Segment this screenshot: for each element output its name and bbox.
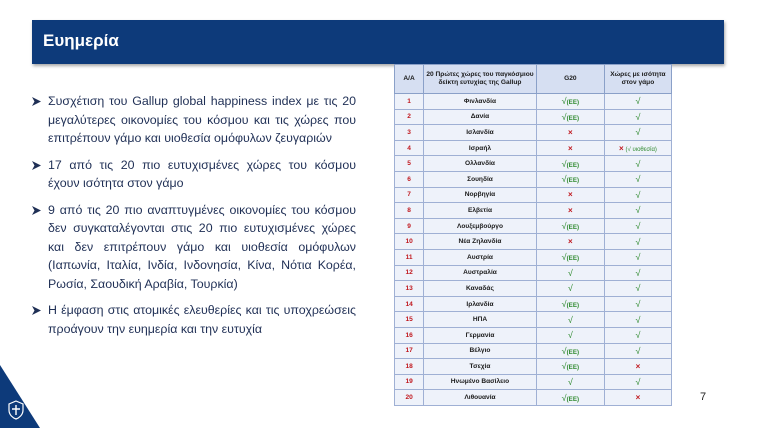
g20-cell (536, 203, 604, 219)
eu-label: (ΕΕ) (566, 224, 579, 232)
check-icon: √ (635, 314, 641, 325)
check-icon: √ (561, 158, 567, 169)
arrow-bullet-icon (32, 306, 41, 315)
row-number: 1 (395, 94, 424, 110)
check-icon: √ (561, 96, 567, 107)
eu-label: (ΕΕ) (566, 364, 579, 372)
cross-icon: × (635, 361, 641, 371)
g20-cell (536, 234, 604, 250)
arrow-bullet-icon (32, 97, 41, 106)
eu-label: (ΕΕ) (566, 348, 579, 356)
check-icon: √ (561, 345, 567, 356)
country-name: Τσεχία (424, 359, 537, 375)
g20-cell (536, 140, 604, 156)
check-icon: √ (561, 392, 567, 403)
table-row (395, 156, 672, 172)
greek-emblem-icon (7, 400, 25, 420)
g20-cell (536, 187, 604, 203)
marriage-equality-cell (604, 390, 671, 406)
check-icon: √ (635, 174, 641, 185)
arrow-bullet-icon (32, 206, 41, 215)
country-name: Ελβετία (424, 203, 537, 219)
g20-cell (536, 94, 604, 110)
bullet-item (32, 201, 356, 294)
country-name: Αυστραλία (424, 265, 537, 281)
check-icon: √ (635, 221, 641, 232)
country-name: Λιθουανία (424, 390, 537, 406)
table-row (395, 203, 672, 219)
g20-cell (536, 296, 604, 312)
check-icon: √ (635, 236, 641, 247)
table-row (395, 187, 672, 203)
row-number: 18 (395, 359, 424, 375)
title-bar (32, 20, 724, 64)
marriage-equality-cell (604, 187, 671, 203)
table-row (395, 125, 672, 141)
eu-label: (ΕΕ) (566, 255, 579, 263)
check-icon: √ (635, 189, 641, 200)
g20-cell (536, 249, 604, 265)
check-icon: √ (561, 174, 567, 185)
check-icon: √ (567, 330, 573, 341)
row-number: 16 (395, 327, 424, 343)
row-number: 15 (395, 312, 424, 328)
table-row (395, 249, 672, 265)
bullet-list (32, 92, 356, 346)
g20-cell (536, 359, 604, 375)
marriage-equality-cell (604, 249, 671, 265)
country-name: Αυστρία (424, 249, 537, 265)
eu-label: (ΕΕ) (566, 302, 579, 310)
arrow-bullet-icon (32, 161, 41, 170)
cross-icon: × (568, 143, 573, 153)
marriage-equality-cell (604, 94, 671, 110)
header-marriage-equality: Χώρες με ισότητα στον γάμο (604, 65, 671, 94)
table-row (395, 234, 672, 250)
check-icon: √ (635, 205, 641, 216)
g20-cell (536, 265, 604, 281)
country-name: Βέλγιο (424, 343, 537, 359)
row-number: 17 (395, 343, 424, 359)
eu-label: (ΕΕ) (566, 395, 579, 403)
country-name: Ηνωμένο Βασίλειο (424, 374, 537, 390)
check-icon: √ (567, 314, 573, 325)
marriage-equality-cell (604, 218, 671, 234)
bullet-text: Συσχέτιση του Gallup global happiness index με τις 20 μεγαλύτερες οικονομίες του κόσμου και τις χώρες που επιτρέπουν γάμο και υιοθεσία ομόφυλων ζευγαριών (48, 94, 356, 145)
marriage-equality-cell (604, 296, 671, 312)
row-number: 11 (395, 249, 424, 265)
bullet-item (32, 156, 356, 193)
country-name: Ιρλανδία (424, 296, 537, 312)
marriage-equality-cell (604, 327, 671, 343)
header-country: 20 Πρώτες χώρες του παγκόσμιου δείκτη ευτυχίας της Gallup (424, 65, 537, 94)
bullet-text: 17 από τις 20 πιο ευτυχισμένες χώρες του κόσμου έχουν ισότητα στον γάμο (48, 157, 356, 190)
check-icon: √ (635, 127, 641, 138)
check-icon: √ (567, 267, 573, 278)
table-row (395, 359, 672, 375)
cross-icon: × (568, 237, 573, 247)
check-icon: √ (567, 283, 573, 294)
check-icon: √ (635, 376, 641, 387)
g20-cell (536, 327, 604, 343)
check-icon: √ (561, 111, 567, 122)
marriage-equality-cell (604, 234, 671, 250)
eu-label: (ΕΕ) (566, 161, 579, 169)
check-icon: √ (561, 252, 567, 263)
marriage-equality-cell (604, 140, 671, 156)
table-row (395, 281, 672, 297)
check-icon: √ (635, 96, 641, 107)
g20-cell (536, 109, 604, 125)
check-icon: √ (635, 283, 641, 294)
marriage-equality-cell (604, 109, 671, 125)
bullet-item (32, 301, 356, 338)
cross-icon: × (568, 205, 573, 215)
table-row (395, 265, 672, 281)
country-name: Φινλανδία (424, 94, 537, 110)
row-number: 6 (395, 171, 424, 187)
country-name: Ολλανδία (424, 156, 537, 172)
bullet-item (32, 92, 356, 148)
country-name: Ισραήλ (424, 140, 537, 156)
cross-icon: × (635, 393, 641, 403)
row-number: 2 (395, 109, 424, 125)
country-name: Σουηδία (424, 171, 537, 187)
g20-cell (536, 171, 604, 187)
cross-icon: × (568, 127, 573, 137)
g20-cell (536, 281, 604, 297)
cross-icon: × (618, 143, 624, 153)
check-icon: √ (635, 267, 641, 278)
check-icon: √ (635, 330, 641, 341)
row-number: 13 (395, 281, 424, 297)
table-row (395, 374, 672, 390)
row-number: 5 (395, 156, 424, 172)
row-number: 8 (395, 203, 424, 219)
slide-title: Ευημερία (43, 31, 119, 50)
bullet-text: Η έμφαση στις ατομικές ελευθερίες και τις υποχρεώσεις προάγουν την ευημερία και την ευτυχία (48, 303, 356, 336)
marriage-equality-cell (604, 343, 671, 359)
adoption-note: (√ υιοθεσία) (625, 146, 657, 153)
header-num: Α/Α (395, 65, 424, 94)
check-icon: √ (561, 299, 567, 310)
marriage-equality-cell (604, 359, 671, 375)
row-number: 10 (395, 234, 424, 250)
g20-cell (536, 374, 604, 390)
marriage-equality-cell (604, 312, 671, 328)
eu-label: (ΕΕ) (566, 177, 579, 185)
g20-cell (536, 343, 604, 359)
table-row (395, 343, 672, 359)
country-name: Λουξεμβούργο (424, 218, 537, 234)
check-icon: √ (635, 111, 641, 122)
row-number: 7 (395, 187, 424, 203)
header-g20: G20 (536, 65, 604, 94)
table-row (395, 140, 672, 156)
row-number: 12 (395, 265, 424, 281)
check-icon: √ (567, 376, 573, 387)
table-row (395, 327, 672, 343)
g20-cell (536, 156, 604, 172)
check-icon: √ (635, 252, 641, 263)
country-name: ΗΠΑ (424, 312, 537, 328)
marriage-equality-cell (604, 281, 671, 297)
table-row (395, 296, 672, 312)
country-name: Δανία (424, 109, 537, 125)
row-number: 20 (395, 390, 424, 406)
table-row (395, 171, 672, 187)
g20-cell (536, 218, 604, 234)
country-name: Ισλανδία (424, 125, 537, 141)
cross-icon: × (568, 190, 573, 200)
row-number: 19 (395, 374, 424, 390)
marriage-equality-cell (604, 171, 671, 187)
table-header-row (395, 65, 672, 94)
g20-cell (536, 312, 604, 328)
table-row (395, 218, 672, 234)
happiness-table (394, 64, 672, 406)
marriage-equality-cell (604, 156, 671, 172)
eu-label: (ΕΕ) (566, 99, 579, 107)
g20-cell (536, 125, 604, 141)
marriage-equality-cell (604, 125, 671, 141)
check-icon: √ (561, 221, 567, 232)
table-row (395, 312, 672, 328)
check-icon: √ (635, 158, 641, 169)
table-row (395, 390, 672, 406)
marriage-equality-cell (604, 265, 671, 281)
country-name: Γερμανία (424, 327, 537, 343)
check-icon: √ (561, 361, 567, 372)
check-icon: √ (635, 299, 641, 310)
row-number: 3 (395, 125, 424, 141)
eu-label: (ΕΕ) (566, 114, 579, 122)
table-row (395, 94, 672, 110)
marriage-equality-cell (604, 203, 671, 219)
row-number: 14 (395, 296, 424, 312)
g20-cell (536, 390, 604, 406)
table-row (395, 109, 672, 125)
row-number: 4 (395, 140, 424, 156)
country-name: Νορβηγία (424, 187, 537, 203)
country-name: Νέα Ζηλανδία (424, 234, 537, 250)
row-number: 9 (395, 218, 424, 234)
marriage-equality-cell (604, 374, 671, 390)
bullet-text: 9 από τις 20 πιο αναπτυγμένες οικονομίες του κόσμου δεν συγκαταλέγονται στις 20 πιο ευτυχισμένες χώρες και δεν επιτρέπουν γάμο και υιοθεσία ομόφυλων (Ιαπωνία, Ιταλία, Ινδία, Ινδονησία, Κίνα, Νότια Κορέα, Ρωσία, Σαουδική Αραβία, Τουρκία) (48, 202, 356, 291)
check-icon: √ (635, 345, 641, 356)
country-name: Καναδάς (424, 281, 537, 297)
page-number: 7 (700, 391, 707, 403)
